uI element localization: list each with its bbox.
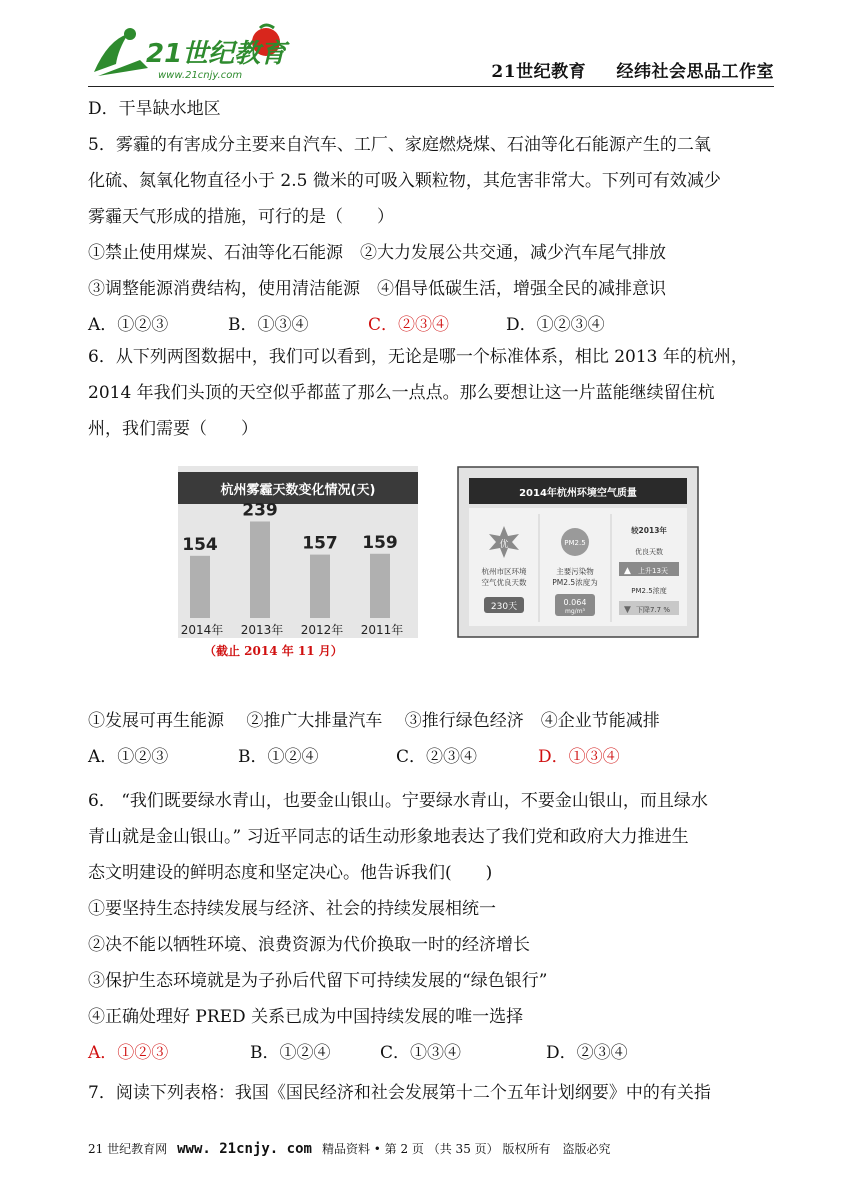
option-d-answer: D．①③④: [538, 747, 620, 767]
chart-caption: （截止 2014 年 11 月）: [204, 644, 343, 658]
question-5-line-3: 雾霾天气形成的措施，可行的是（ ）: [88, 207, 394, 227]
header-org: 21世纪教育: [491, 62, 587, 82]
bar-value-label: 157: [302, 533, 338, 554]
question-6b-options: [88, 1040, 628, 1066]
question-6b-line-6: ③保护生态环境就是为子孙后代留下可持续发展的“绿色银行”: [88, 971, 548, 991]
col2-badge: PM2.5: [564, 539, 586, 547]
question-6-options: [88, 744, 620, 770]
question-5-line-5: ③调整能源消费结构，使用清洁能源 ④倡导低碳生活，增强全民的减排意识: [88, 279, 666, 299]
question-5-options: [88, 312, 605, 338]
question-6-line-3: 州，我们需要（ ）: [88, 419, 258, 439]
category-label: 2014年: [180, 623, 224, 637]
question-6b-line-4: ①要坚持生态持续发展与经济、社会的持续发展相统一: [88, 899, 496, 919]
question-5-line-2: 化硫、氮氧化物直径小于 2.5 微米的可吸入颗粒物，其危害非常大。下列可有效减少: [88, 171, 721, 191]
bar-2011年: [370, 554, 390, 618]
col3-sub2: PM2.5浓度: [631, 587, 667, 595]
chart-title: 杭州雾霾天数变化情况(天): [220, 483, 376, 498]
col3-val2: 下降7.7 %: [635, 606, 671, 614]
arrow-up-icon: ▲: [624, 566, 631, 576]
col1-badge: 优: [499, 540, 509, 550]
footer-site: 21 世纪教育网: [88, 1142, 168, 1156]
category-label: 2011年: [360, 623, 404, 637]
bar-2014年: [190, 556, 210, 618]
bar-2013年: [250, 521, 270, 618]
option-b: B．①③④: [228, 315, 309, 335]
question-6b-line-3: 态文明建设的鲜明态度和坚定决心。他告诉我们( ): [88, 863, 493, 883]
option-a: A．①②③: [88, 747, 169, 767]
question-6b-line-5: ②决不能以牺牲环境、浪费资源为代价换取一时的经济增长: [88, 935, 530, 955]
question-6-line-2: 2014 年我们头顶的天空似乎都蓝了那么一点点。那么要想让这一片蓝能继续留住杭: [88, 383, 715, 403]
logo-url: www.21cnjy.com: [158, 70, 243, 81]
question-6b-line-7: ④正确处理好 PRED 关系已成为中国持续发展的唯一选择: [88, 1007, 524, 1027]
question-7-line-1: 7．阅读下列表格：我国《国民经济和社会发展第十二个五年计划纲要》中的有关指: [88, 1083, 711, 1103]
col1-label2: 空气优良天数: [481, 578, 527, 587]
col2-label1: 主要污染物: [556, 567, 594, 576]
bar-value-label: 159: [362, 532, 398, 553]
col2-unit: mg/m³: [565, 608, 585, 615]
category-label: 2013年: [240, 623, 284, 637]
col3-val1: 上升13天: [638, 567, 668, 575]
option-d: D．①②③④: [506, 315, 605, 335]
haze-days-bar-chart: [178, 466, 418, 638]
page-header: [88, 20, 774, 87]
question-6b-line-1: 6． “我们既要绿水青山，也要金山银山。宁要绿水青山，不要金山银山，而且绿水: [88, 791, 708, 811]
option-c-answer: C．②③④: [368, 315, 450, 335]
bar-2012年: [310, 555, 330, 618]
question-5-line-4: ①禁止使用煤炭、石油等化石能源 ②大力发展公共交通，减少汽车尾气排放: [88, 243, 666, 263]
col3-head: 较2013年: [631, 526, 667, 535]
logo: [88, 20, 298, 82]
question-5-line-1: 5．雾霾的有害成分主要来自汽车、工厂、家庭燃烧煤、石油等化石能源产生的二氧: [88, 135, 711, 155]
bar-value-label: 239: [242, 500, 278, 521]
footer-info: 精品资料 • 第 2 页 （共 35 页） 版权所有 盗版必究: [321, 1142, 611, 1156]
option-d: D．②③④: [546, 1043, 628, 1063]
air-quality-panel: [457, 466, 699, 638]
header-studio: 经纬社会思品工作室: [616, 62, 774, 82]
question-6-line-1: 6．从下列两图数据中，我们可以看到，无论是哪一个标准体系，相比 2013 年的杭州，: [88, 347, 748, 367]
col3-sub1: 优良天数: [635, 548, 663, 556]
option-b: B．①②④: [238, 747, 319, 767]
option-a-answer: A．①②③: [88, 1043, 169, 1063]
col1-label1: 杭州市区环境: [481, 567, 527, 576]
text-line: D．干旱缺水地区: [88, 99, 221, 119]
col1-value: 230天: [490, 602, 518, 612]
col2-label2: PM2.5浓度为: [552, 578, 598, 587]
header-titles: [467, 57, 774, 82]
option-b: B．①②④: [250, 1043, 331, 1063]
panel-title: 2014年杭州环境空气质量: [519, 488, 637, 499]
logo-text: 21世纪教育: [146, 39, 287, 69]
footer-url: www. 21cnjy. com: [177, 1141, 312, 1157]
option-c: C．①③④: [380, 1043, 462, 1063]
page-footer: [88, 1140, 610, 1157]
question-6-statements: ①发展可再生能源 ②推广大排量汽车 ③推行绿色经济 ④企业节能减排: [88, 711, 660, 731]
question-6b-line-2: 青山就是金山银山。” 习近平同志的话生动形象地表达了我们党和政府大力推进生: [88, 827, 689, 847]
category-label: 2012年: [300, 623, 344, 637]
bar-value-label: 154: [182, 534, 218, 555]
option-c: C．②③④: [396, 747, 478, 767]
arrow-down-icon: ▼: [624, 605, 631, 615]
option-a: A．①②③: [88, 315, 169, 335]
col2-value: 0.064: [563, 598, 587, 607]
